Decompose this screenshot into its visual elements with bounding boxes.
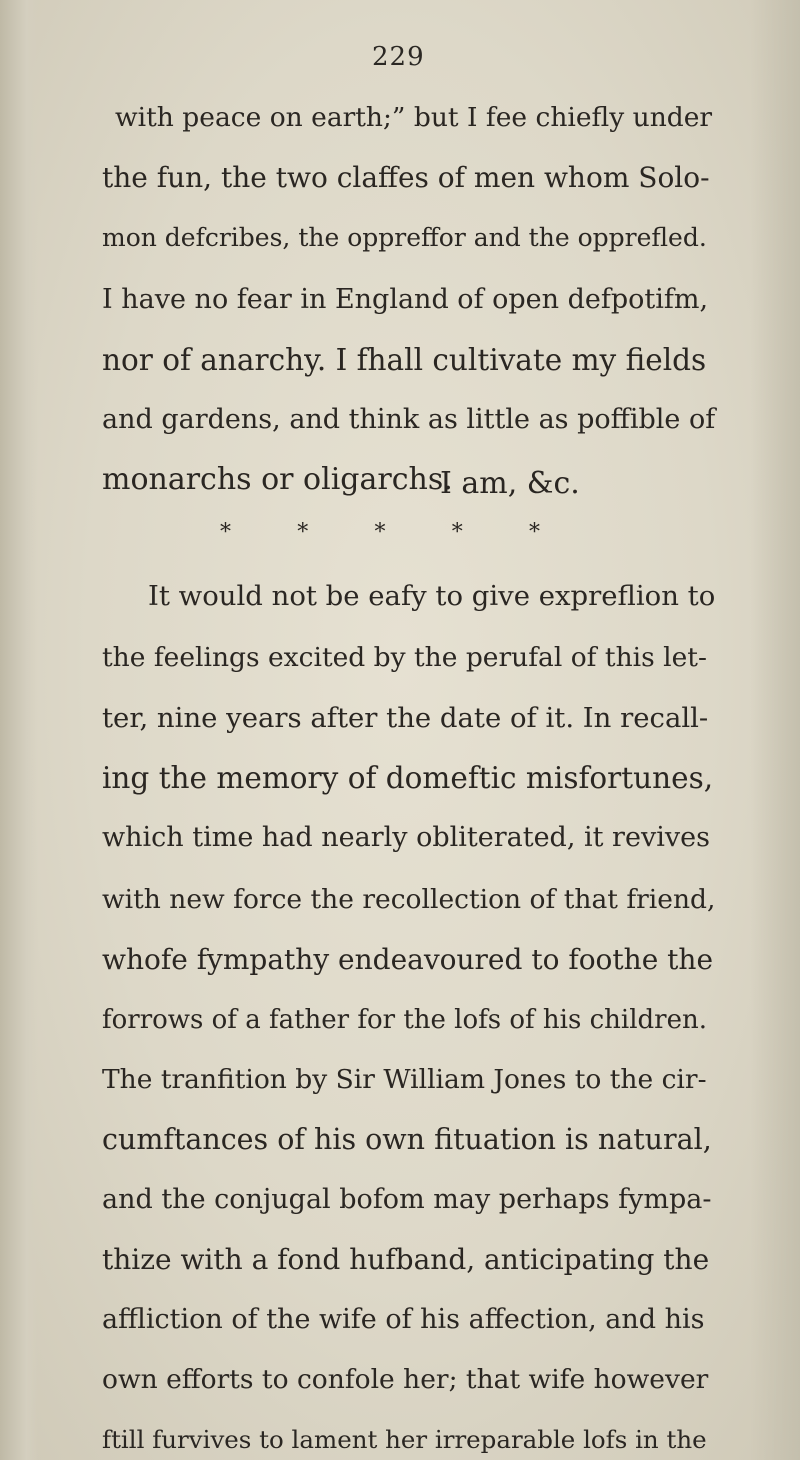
text-line: which time had nearly obliterated, it revives <box>102 822 710 853</box>
separator-star: * <box>451 520 463 545</box>
text-line: cumftances of his own fituation is natural, <box>102 1123 712 1156</box>
text-line: ftill furvives to lament her irreparable lofs in the <box>102 1425 707 1454</box>
text-line: mon defcribes, the oppreffor and the opprefled. <box>102 223 707 252</box>
page-number: 229 <box>372 42 425 72</box>
text-line: monarchs or oligarchs. <box>102 462 453 497</box>
text-line: and gardens, and think as little as poffible of <box>102 404 716 435</box>
separator-star: * <box>529 520 540 545</box>
text-line: affliction of the wife of his affection, and his <box>102 1304 705 1335</box>
text-line: with peace on earth;” but I fee chiefly under <box>115 102 713 133</box>
text-line: the feelings excited by the perufal of this let- <box>102 642 707 673</box>
text-line: nor of anarchy. I fhall cultivate my fields <box>102 343 707 377</box>
text-line: I have no fear in England of open defpotifm, <box>102 284 709 315</box>
text-line: ing the memory of domeftic misfortunes, <box>102 761 714 795</box>
separator-star: * <box>297 520 309 545</box>
text-line: the fun, the two claffes of men whom Solo- <box>102 161 710 194</box>
text-line: It would not be eafy to give expreflion to <box>148 580 716 612</box>
text-line: ter, nine years after the date of it. In recall- <box>102 702 709 734</box>
separator-star: * <box>374 520 386 545</box>
text-line: thize with a fond hufband, anticipating the <box>102 1243 710 1276</box>
text-line: forrows of a father for the lofs of his children. <box>102 1005 707 1035</box>
text-line: whofe fympathy endeavoured to foothe the <box>102 943 714 976</box>
section-separator <box>220 520 540 545</box>
page-left-edge <box>0 0 38 1460</box>
letter-signoff: I am, &c. <box>440 466 580 501</box>
text-line: The tranfition by Sir William Jones to the cir- <box>102 1064 707 1095</box>
text-line: own efforts to confole her; that wife however <box>102 1364 709 1395</box>
separator-star: * <box>220 520 231 545</box>
text-line: and the conjugal bofom may perhaps fympa- <box>102 1184 712 1215</box>
page-right-edge <box>750 0 800 1460</box>
text-line: with new force the recollection of that friend, <box>102 884 716 915</box>
